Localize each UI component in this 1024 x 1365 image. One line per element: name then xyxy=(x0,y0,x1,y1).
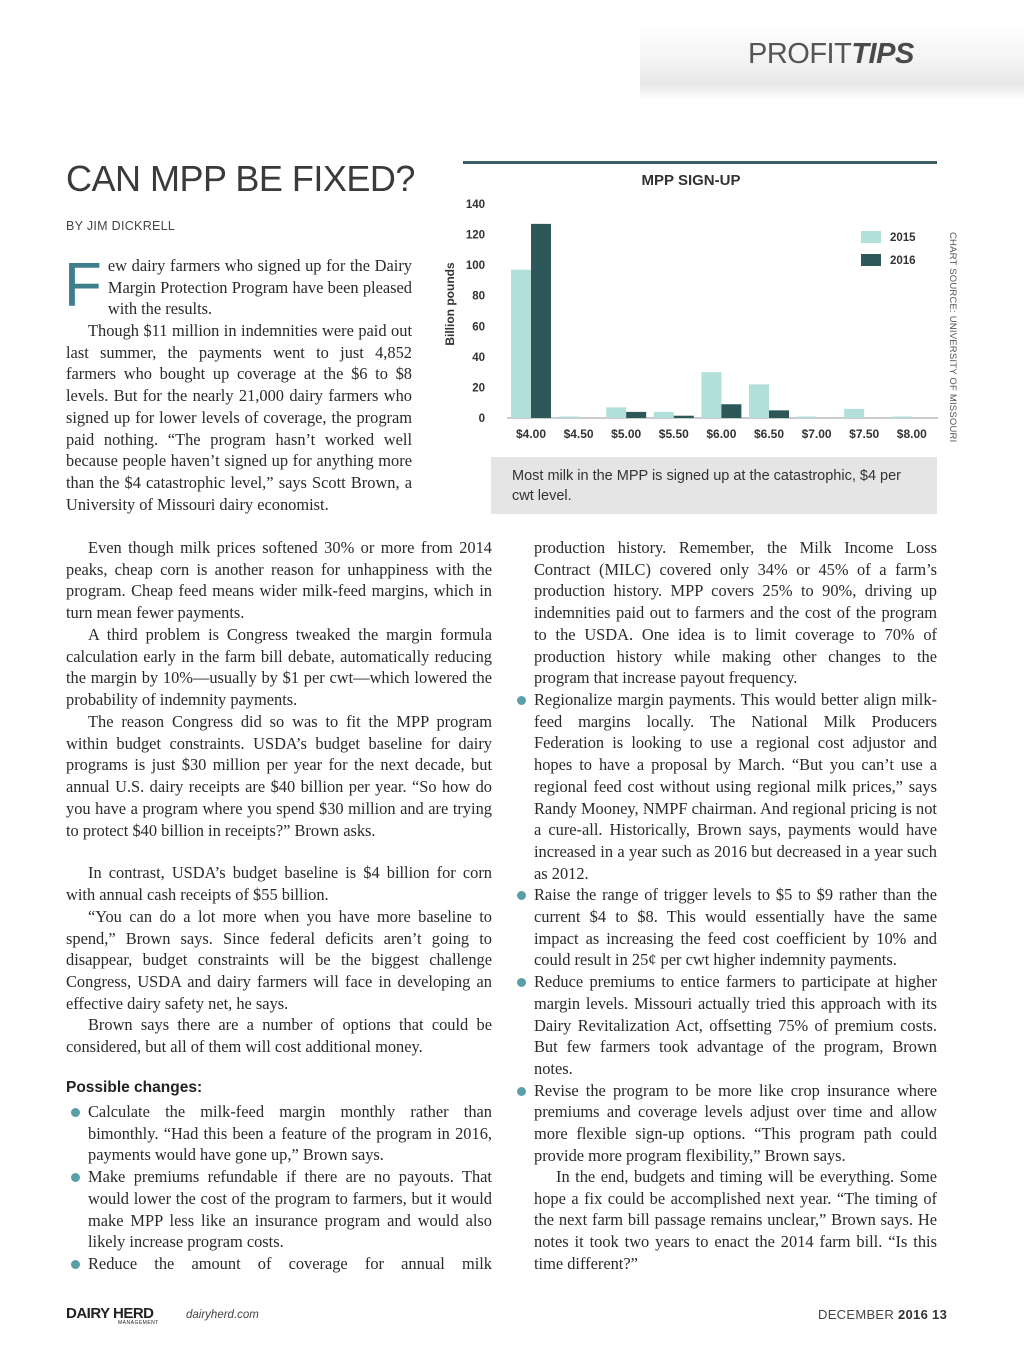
paragraph-3: Even though milk prices softened 30% or more from 2014 peaks, cheap corn is another reason for unhappiness with the program. Cheap feed means wider milk-feed margins, which in turn mean fewer payments. xyxy=(66,538,492,623)
y-tick-label: 100 xyxy=(465,260,485,273)
logo-main-text: DAIRY HERD xyxy=(66,1305,154,1322)
paragraph-7: “You can do a lot more when you have more baseline to spend,” Brown says. Since federal deficits aren’t going to disappear, budget constraints will be the biggest challenge Congress, USDA and dairy farmers will face in developing an effective dairy safety net, he says. xyxy=(66,907,492,1013)
chart-source: CHART SOURCE: UNIVERSITY OF MISSOURI xyxy=(947,232,958,443)
y-tick-label: 20 xyxy=(472,382,485,395)
y-tick-label: 60 xyxy=(472,321,485,334)
right-bullet-list xyxy=(512,689,937,1166)
x-tick-label: $7.50 xyxy=(849,427,880,441)
legend-swatch xyxy=(861,231,881,243)
legend-label: 2015 xyxy=(890,232,916,244)
bar-2015-$5.50 xyxy=(654,412,674,418)
chart-bars xyxy=(511,224,912,418)
paragraph-6: In contrast, USDA’s budget baseline is $4 billion for corn with annual cash receipts of $55 billion. xyxy=(66,863,492,904)
bullet-text: Revise the program to be more like crop insurance where premiums and coverage levels adjust over time and allow more flexible sign-up options. “This program path could provide more program flexibility,” Brown says. xyxy=(534,1080,937,1165)
drop-cap: F xyxy=(64,251,102,320)
paragraph-8: Brown says there are a number of options that could be considered, but all of them will cost additional money. xyxy=(66,1015,492,1056)
paragraph-closing: In the end, budgets and timing will be everything. Some hope a fix could be accomplished next year. “The timing of the next farm bill passage remains unclear,” Brown says. He notes it took two years to enact the 2014 farm bill. “Is this time different?” xyxy=(534,1167,937,1273)
bar-2015-$8.00 xyxy=(892,416,912,418)
legend-swatch xyxy=(861,254,881,266)
section-label xyxy=(748,38,914,71)
y-tick-label: 140 xyxy=(465,199,485,211)
chart-xaxis xyxy=(516,427,927,441)
bar-2015-$4.00 xyxy=(511,270,531,418)
chart-yaxis xyxy=(466,199,485,425)
article-headline: CAN MPP BE FIXED? xyxy=(66,158,415,199)
bar-2015-$6.00 xyxy=(701,372,721,418)
bar-2016-$6.50 xyxy=(769,410,789,418)
bullet-item xyxy=(66,1166,492,1253)
bullet-dot-icon xyxy=(517,891,526,900)
bar-2015-$7.50 xyxy=(844,409,864,418)
paragraph-5: The reason Congress did so was to fit the MPP program within budget constraints. USDA’s budget baseline for dairy programs is just $30 million per year for the next decade, but annual U.S. dairy receipts are $40 billion per year. “So how do you have a program where you spend $30 million and are trying to protect $40 billion in receipts?” Brown asks. xyxy=(66,712,492,840)
chart-legend xyxy=(861,231,916,267)
legend-label: 2016 xyxy=(890,255,916,267)
paragraph-intro xyxy=(64,251,412,320)
section-label-bold: TIPS xyxy=(851,38,914,70)
bar-2015-$4.50 xyxy=(559,416,579,418)
paragraph-1-text: ew dairy farmers who signed up for the Dairy Margin Protection Program have been pleased with the results. xyxy=(107,256,412,319)
bar-2015-$5.00 xyxy=(606,407,626,418)
x-tick-label: $5.00 xyxy=(611,427,642,441)
bullet-dot-icon xyxy=(71,1260,80,1269)
x-tick-label: $6.50 xyxy=(753,427,785,441)
x-tick-label: $5.50 xyxy=(658,427,689,441)
x-tick-label: $4.50 xyxy=(563,427,594,441)
paragraph-2: Though $11 million in indemnities were paid out last summer, the payments went to just 4,852 farmers who bought up coverage at the $6 to $8 levels. But for the nearly 21,000 dairy farmers who signed up for lower levels of coverage, the program paid nothing. “The program hasn’t worked well because people haven’t signed up for anything more than the $4 catastrophic level,” says Scott Brown, a University of Missouri dairy economist. xyxy=(66,321,412,514)
bar-2016-$5.00 xyxy=(626,412,646,418)
bullet-dot-icon xyxy=(517,1087,526,1096)
bullet-text: Calculate the milk-feed margin monthly rather than bimonthly. “Had this been a feature of the program in 2016, payments would have gone up,” Brown says. xyxy=(88,1102,492,1165)
x-tick-label: $6.00 xyxy=(706,427,737,441)
logo-sub-text: MANAGEMENT xyxy=(118,1320,159,1326)
article-byline: BY JIM DICKRELL xyxy=(66,219,176,233)
x-tick-label: $4.00 xyxy=(515,427,547,441)
mpp-signup-chart xyxy=(440,190,940,450)
y-tick-label: 80 xyxy=(472,290,485,303)
x-tick-label: $7.00 xyxy=(801,427,832,441)
chart-top-rule xyxy=(463,161,937,164)
bullet-text: Raise the range of trigger levels to $5 to $9 rather than the current $4 to $8. This would essentially have the same impact as increasing the feed cost coefficient by 10% and could result in 25¢ per cwt higher indemnity payments. xyxy=(534,885,937,970)
footer-month: DECEMBER xyxy=(818,1307,895,1322)
bullet-text: Make premiums refundable if there are no payouts. That would lower the cost of the program to farmers, but it would make MPP less like an insurance program and would also likely increase program costs. xyxy=(88,1167,492,1252)
footer-date-page xyxy=(818,1307,947,1322)
chart-title: MPP SIGN-UP xyxy=(641,172,741,189)
bullet-item xyxy=(66,1101,492,1166)
y-tick-label: 40 xyxy=(472,351,485,364)
y-tick-label: 0 xyxy=(478,413,485,425)
bullet-dot-icon xyxy=(71,1173,80,1182)
section-label-light: PROFIT xyxy=(748,38,852,70)
bullet-text: Reduce premiums to entice farmers to participate at higher margin levels. Missouri actually tried this approach with its Dairy Revitalization Act, offsetting 75% of premium costs. But few farmers took advantage of the program, Brown notes. xyxy=(534,972,937,1078)
bullet-text: Regionalize margin payments. This would better align milk-feed margins locally. The National Milk Producers Federation is looking to use a regional cost adjustor and hopes to have a proposal by March. “But you can’t use a regional feed cost without using regional milk prices,” says Randy Mooney, NMPF chairman. And regional pricing is not a cure-all. Historically, Brown says, payments would have increased in a year such as 2016 but decreased in a year such as 2012. xyxy=(534,690,937,883)
footer-year: 2016 xyxy=(898,1307,929,1322)
bullet-item xyxy=(512,689,937,884)
chart-ylabel: Billion pounds xyxy=(443,262,457,346)
left-bullet-list xyxy=(66,1101,492,1275)
dairy-herd-logo xyxy=(66,1305,160,1327)
paragraph-right-continuation: production history. Remember, the Milk Income Loss Contract (MILC) covered only 34% or 45% of a farm’s production history. MPP covers 25% to 90%, driving up indemnities paid out to farmers and the cost of the program to the USDA. One idea is to limit coverage to 70% of production history while making other changes to the program that increase payout frequency. xyxy=(534,538,937,688)
bullet-item xyxy=(512,971,937,1080)
bar-2015-$7.00 xyxy=(797,416,817,418)
bullet-item xyxy=(512,1080,937,1167)
bar-2016-$4.00 xyxy=(531,224,551,418)
bar-2016-$5.50 xyxy=(674,416,694,418)
footer-page-number: 13 xyxy=(932,1307,948,1322)
bullet-text: Reduce the amount of coverage for annual milk xyxy=(88,1253,492,1273)
footer-url: dairyherd.com xyxy=(186,1309,259,1321)
bullet-dot-icon xyxy=(517,978,526,987)
bar-2015-$6.50 xyxy=(749,384,769,418)
bullet-item xyxy=(512,884,937,971)
x-tick-label: $8.00 xyxy=(896,427,927,441)
possible-changes-heading: Possible changes: xyxy=(66,1079,203,1096)
y-tick-label: 120 xyxy=(465,229,485,242)
paragraph-4: A third problem is Congress tweaked the margin formula calculation early in the farm bill debate, automatically reducing the margin by 10%—usually by $1 per cwt—which lowered the probability of indemnity payments. xyxy=(66,625,492,710)
bar-2016-$6.00 xyxy=(721,404,741,418)
bullet-dot-icon xyxy=(71,1108,80,1117)
chart-caption: Most milk in the MPP is signed up at the catastrophic, $4 per cwt level. xyxy=(491,457,937,514)
bullet-item xyxy=(66,1253,492,1275)
bullet-dot-icon xyxy=(517,696,526,705)
